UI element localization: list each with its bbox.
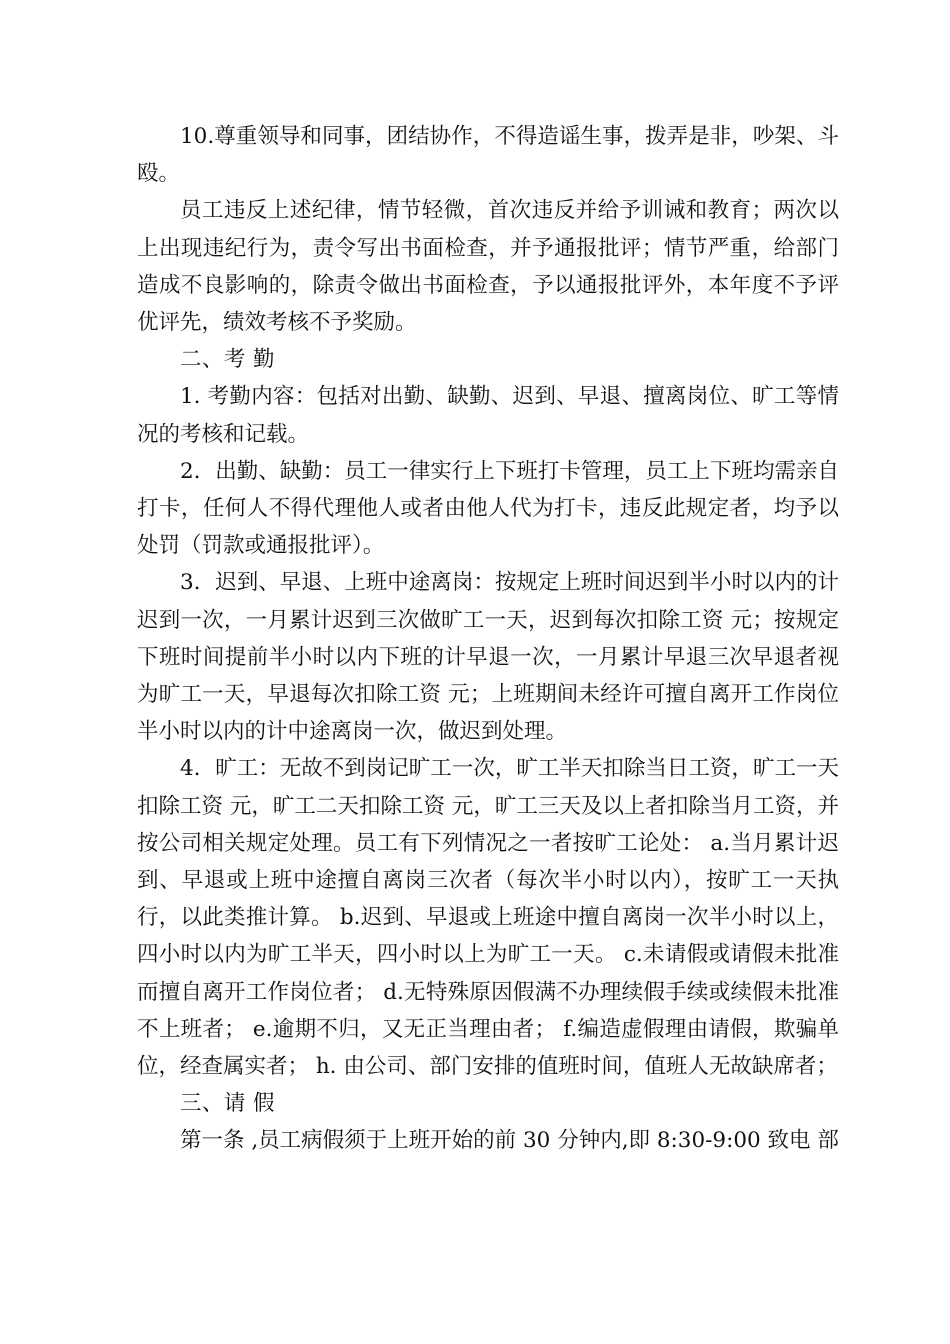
section-heading-attendance: 二、考 勤 xyxy=(180,347,275,373)
absenteeism-paragraph: 4．旷工：无故不到岗记旷工一次，旷工半天扣除当日工资，旷工一天扣除工资 元，旷工二天扣除工资 元，旷工三天及以上者扣除当月工资，并按公司相关规定处理。员工有下列情况之一者按旷工论处： a.当月累计迟到、早退或上班中途擅自离岗三次者（每次半小时以内），按旷工一天执行，以此类推计算。 b.迟到、早退或上班途中擅自离岗一次半小时以上，四小时以内为旷工半天，四小时以上为旷工一天。 c.未请假或请假未批准而擅自离开工作岗位者； d.无特殊原因假满不办理续假手续或续假未批准不上班者； e.逾期不归，又无正当理由者； f.编造虚假理由请假，欺骗单位，经查属实者； h. 由公司、部门安排的值班时间，值班人无故缺席者； xyxy=(137,756,839,1080)
attendance-content-paragraph: 1. 考勤内容：包括对出勤、缺勤、迟到、早退、擅离岗位、旷工等情况的考核和记载。 xyxy=(137,384,839,447)
late-early-leave-paragraph: 3．迟到、早退、上班中途离岗：按规定上班时间迟到半小时以内的计迟到一次，一月累计迟到三次做旷工一天，迟到每次扣除工资 元；按规定下班时间提前半小时以内下班的计早退一次，一月累计早退三次早退者视为旷工一天，早退每次扣除工资 元；上班期间未经许可擅自离开工作岗位半小时以内的计中途离岗一次，做迟到处理。 xyxy=(137,570,839,745)
rule-10-paragraph: 10.尊重领导和同事，团结协作，不得造谣生事，拨弄是非，吵架、斗殴。 xyxy=(137,124,839,187)
leave-article-one-paragraph: 第一条 ,员工病假须于上班开始的前 30 分钟内,即 8:30-9:00 致电 部 xyxy=(180,1128,839,1154)
section-heading-leave: 三、请 假 xyxy=(180,1091,275,1117)
attendance-absence-paragraph: 2．出勤、缺勤：员工一律实行上下班打卡管理，员工上下班均需亲自打卡，任何人不得代理他人或者由他人代为打卡，违反此规定者，均予以处罚（罚款或通报批评）。 xyxy=(137,458,839,559)
document-body xyxy=(137,118,839,1160)
violation-penalty-paragraph: 员工违反上述纪律，情节轻微，首次违反并给予训诫和教育；两次以上出现违纪行为，责令写出书面检查，并予通报批评；情节严重，给部门造成不良影响的，除责令做出书面检查，予以通报批评外，本年度不予评优评先，绩效考核不予奖励。 xyxy=(137,198,839,336)
